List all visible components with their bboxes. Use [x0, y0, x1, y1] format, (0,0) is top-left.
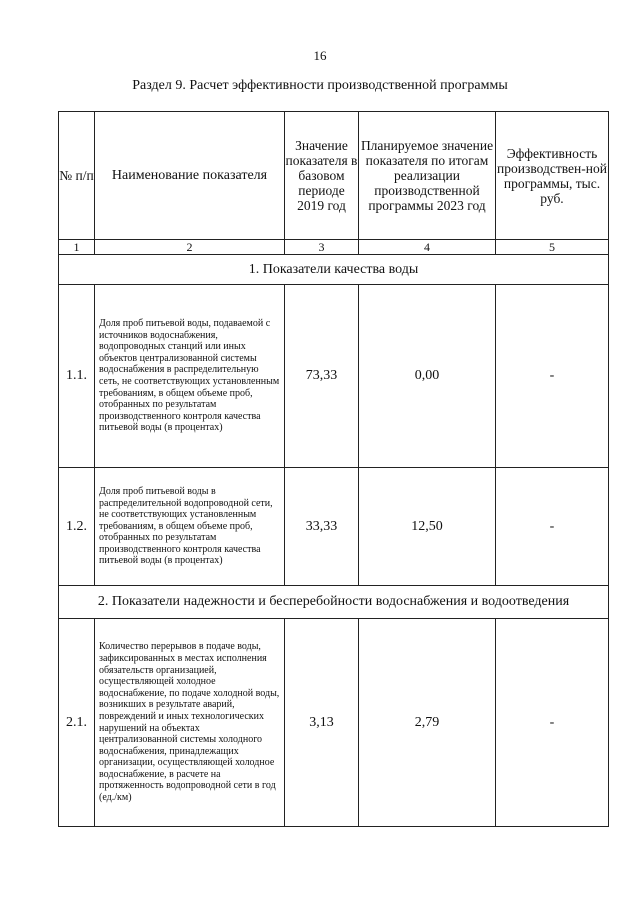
row-number: 2.1.	[59, 619, 95, 827]
planned-value: 0,00	[359, 285, 496, 468]
table-row	[59, 285, 609, 468]
header-name: Наименование показателя	[95, 112, 285, 240]
header-base-value: Значение показателя в базовом периоде 2019 год	[285, 112, 359, 240]
efficiency-value: -	[496, 285, 609, 468]
planned-value: 12,50	[359, 468, 496, 586]
group-row	[59, 255, 609, 285]
page-number: 16	[313, 48, 327, 63]
indicator-name: Доля проб питьевой воды в распределительной водопроводной сети, не соответствующих установленным требованиям, в общем объеме проб, отобранных по результатам производственного контроля качества питьевой воды (в процентах)	[95, 468, 285, 586]
row-number: 1.1.	[59, 285, 95, 468]
group-title: 1. Показатели качества воды	[59, 255, 609, 285]
header-efficiency: Эффективность производствен-ной программы, тыс. руб.	[496, 112, 609, 240]
base-value: 73,33	[285, 285, 359, 468]
row-number: 1.2.	[59, 468, 95, 586]
efficiency-value: -	[496, 619, 609, 827]
section-title: Раздел 9. Расчет эффективности производственной программы	[132, 78, 508, 93]
column-number: 5	[496, 240, 609, 255]
group-row	[59, 586, 609, 619]
header-num: № п/п	[59, 112, 95, 240]
efficiency-table	[58, 111, 609, 827]
column-number: 4	[359, 240, 496, 255]
planned-value: 2,79	[359, 619, 496, 827]
table-header-row	[59, 112, 609, 240]
indicator-name: Количество перерывов в подаче воды, зафиксированных в местах исполнения обязательств организацией, осуществляющей холодное водоснабжение, по подаче холодной воды, возникших в результате аварий, повреждений и иных технологических нарушений на объектах централизованной системы холодного водоснабжения, принадлежащих организации, осуществляющей холодное водоснабжение, в расчете на протяженность водопроводной сети в год (ед./км)	[95, 619, 285, 827]
group-title: 2. Показатели надежности и бесперебойности водоснабжения и водоотведения	[59, 586, 609, 619]
column-number: 2	[95, 240, 285, 255]
table-row	[59, 619, 609, 827]
column-number-row	[59, 240, 609, 255]
column-number: 1	[59, 240, 95, 255]
header-planned-value: Планируемое значение показателя по итогам реализации производственной программы 2023 год	[359, 112, 496, 240]
efficiency-value: -	[496, 468, 609, 586]
base-value: 3,13	[285, 619, 359, 827]
indicator-name: Доля проб питьевой воды, подаваемой с источников водоснабжения, водопроводных станций или иных объектов централизованной системы водоснабжения в распределительную сеть, не соответствующих установленным требованиям, в общем объеме проб, отобранных по результатам производственного контроля качества питьевой воды (в процентах)	[95, 285, 285, 468]
column-number: 3	[285, 240, 359, 255]
table-row	[59, 468, 609, 586]
base-value: 33,33	[285, 468, 359, 586]
